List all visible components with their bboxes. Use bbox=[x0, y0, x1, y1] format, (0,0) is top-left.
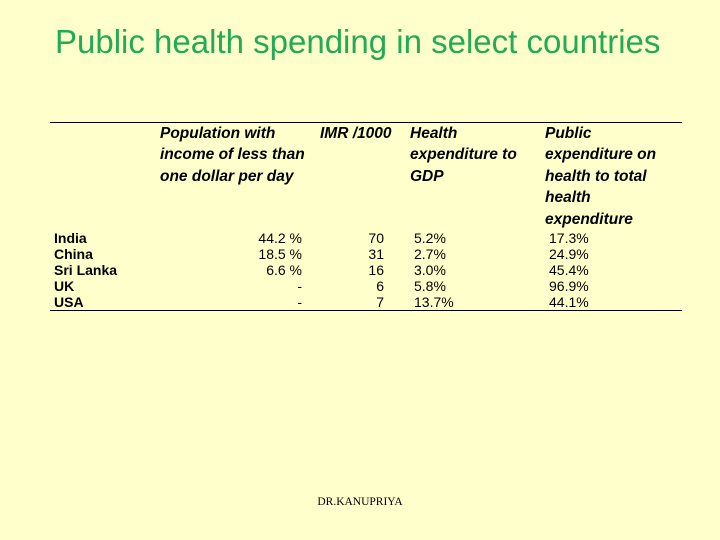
cell-imr: 7 bbox=[376, 293, 384, 310]
cell-imr: 70 bbox=[368, 229, 384, 246]
cell-country: Sri Lanka bbox=[54, 261, 118, 278]
cell-health-expenditure-gdp: 3.0% bbox=[414, 261, 446, 278]
column-header-public-expenditure: Public expenditure on health to total health expenditure bbox=[545, 125, 657, 228]
cell-public-expenditure: 24.9% bbox=[549, 245, 589, 262]
cell-health-expenditure-gdp: 13.7% bbox=[414, 293, 454, 310]
table-body bbox=[50, 230, 682, 311]
cell-population: 18.5 % bbox=[258, 245, 302, 262]
column-header-imr: IMR /1000 bbox=[320, 125, 392, 142]
column-header-country bbox=[50, 123, 160, 230]
table-header-row bbox=[50, 123, 682, 230]
cell-population: - bbox=[297, 277, 302, 294]
cell-imr: 16 bbox=[368, 261, 384, 278]
data-table bbox=[50, 122, 682, 311]
cell-health-expenditure-gdp: 2.7% bbox=[414, 245, 446, 262]
column-header-health-expenditure-gdp: Health expenditure to GDP bbox=[410, 125, 517, 185]
table-row bbox=[50, 246, 682, 262]
cell-imr: 31 bbox=[368, 245, 384, 262]
cell-imr: 6 bbox=[376, 277, 384, 294]
cell-population: 44.2 % bbox=[258, 229, 302, 246]
cell-population: - bbox=[297, 293, 302, 310]
cell-country: USA bbox=[54, 293, 84, 310]
cell-health-expenditure-gdp: 5.2% bbox=[414, 229, 446, 246]
cell-public-expenditure: 44.1% bbox=[549, 293, 589, 310]
cell-population: 6.6 % bbox=[266, 261, 302, 278]
slide-footer: DR.KANUPRIYA bbox=[317, 496, 403, 508]
page-title: Public health spending in select countries bbox=[55, 23, 661, 60]
table-row bbox=[50, 278, 682, 294]
cell-country: UK bbox=[54, 277, 75, 294]
table-row bbox=[50, 230, 682, 246]
table-row bbox=[50, 262, 682, 278]
table-row bbox=[50, 294, 682, 311]
cell-public-expenditure: 45.4% bbox=[549, 261, 589, 278]
data-table-container bbox=[50, 122, 682, 311]
cell-public-expenditure: 17.3% bbox=[549, 229, 589, 246]
column-header-population: Population with income of less than one dollar per day bbox=[160, 125, 305, 185]
cell-country: China bbox=[54, 245, 93, 262]
cell-public-expenditure: 96.9% bbox=[549, 277, 589, 294]
cell-health-expenditure-gdp: 5.8% bbox=[414, 277, 446, 294]
table-header bbox=[50, 123, 682, 230]
cell-country: India bbox=[54, 229, 87, 246]
